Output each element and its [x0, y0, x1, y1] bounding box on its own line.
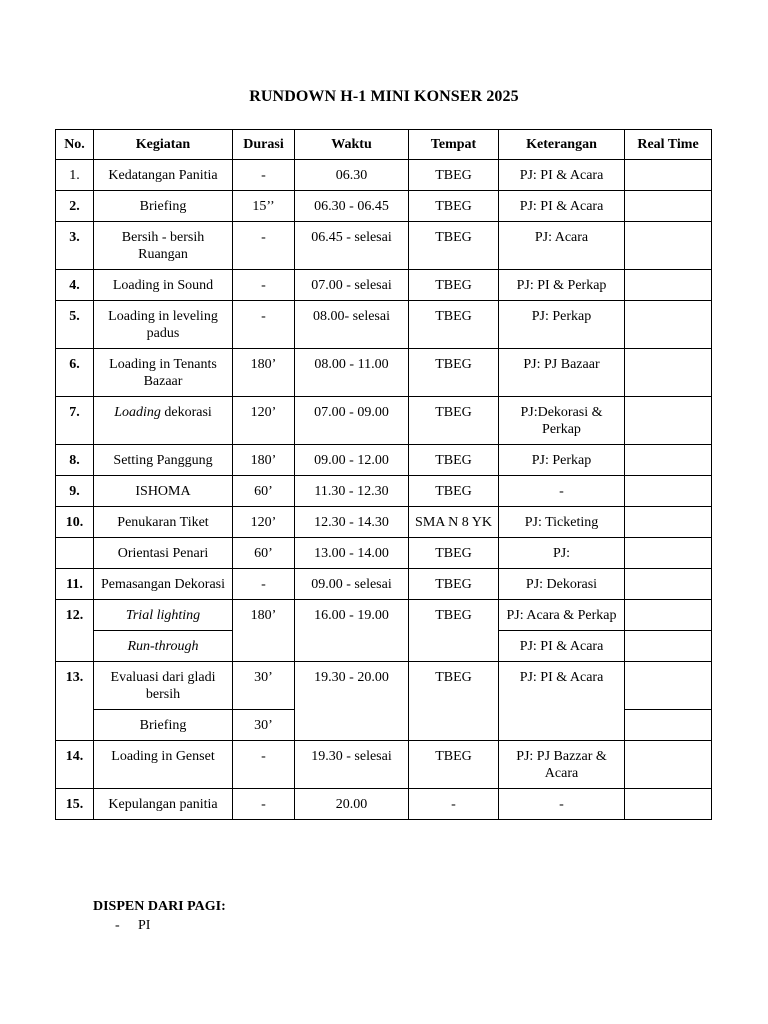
- cell-durasi: 120’: [233, 507, 295, 538]
- cell-kegiatan: Trial lighting: [94, 600, 233, 631]
- cell-keterangan: PJ: Acara & Perkap: [499, 600, 625, 631]
- cell-keterangan: PJ:Dekorasi & Perkap: [499, 397, 625, 445]
- cell-kegiatan: Bersih - bersih Ruangan: [94, 222, 233, 270]
- header-waktu: Waktu: [295, 130, 409, 160]
- cell-waktu: 06.30 - 06.45: [295, 191, 409, 222]
- cell-kegiatan: Penukaran Tiket: [94, 507, 233, 538]
- cell-no: 5.: [56, 301, 94, 349]
- cell-durasi: 60’: [233, 476, 295, 507]
- cell-kegiatan: Orientasi Penari: [94, 538, 233, 569]
- header-real-time: Real Time: [625, 130, 712, 160]
- cell-real-time[interactable]: [625, 270, 712, 301]
- cell-no: [56, 538, 94, 569]
- cell-real-time[interactable]: [625, 600, 712, 631]
- cell-no: 2.: [56, 191, 94, 222]
- cell-no: 1.: [56, 160, 94, 191]
- cell-no: 7.: [56, 397, 94, 445]
- header-tempat: Tempat: [409, 130, 499, 160]
- table-row: [56, 270, 712, 301]
- table-row: [56, 301, 712, 349]
- cell-waktu: 12.30 - 14.30: [295, 507, 409, 538]
- cell-durasi: 30’: [233, 662, 295, 710]
- table-header-row: [56, 130, 712, 160]
- cell-kegiatan: Briefing: [94, 191, 233, 222]
- cell-tempat: TBEG: [409, 538, 499, 569]
- cell-waktu: 09.00 - selesai: [295, 569, 409, 600]
- cell-tempat: TBEG: [409, 301, 499, 349]
- cell-keterangan: -: [499, 476, 625, 507]
- table-row: [56, 507, 712, 538]
- cell-no: 13.: [56, 662, 94, 741]
- kegiatan-rest-part: dekorasi: [160, 405, 212, 420]
- cell-waktu: 07.00 - selesai: [295, 270, 409, 301]
- cell-keterangan: PJ: Perkap: [499, 445, 625, 476]
- cell-tempat: TBEG: [409, 222, 499, 270]
- cell-durasi: -: [233, 741, 295, 789]
- cell-no: 15.: [56, 789, 94, 820]
- cell-tempat: TBEG: [409, 445, 499, 476]
- bullet-dash: -: [115, 918, 120, 933]
- cell-kegiatan: [94, 397, 233, 445]
- cell-kegiatan: Pemasangan Dekorasi: [94, 569, 233, 600]
- cell-durasi: 180’: [233, 349, 295, 397]
- header-keterangan: Keterangan: [499, 130, 625, 160]
- cell-keterangan: -: [499, 789, 625, 820]
- cell-kegiatan: Loading in Sound: [94, 270, 233, 301]
- cell-real-time[interactable]: [625, 301, 712, 349]
- cell-waktu: 08.00 - 11.00: [295, 349, 409, 397]
- table-row: [56, 662, 712, 710]
- cell-real-time[interactable]: [625, 507, 712, 538]
- rundown-table: [55, 129, 712, 820]
- cell-durasi: -: [233, 222, 295, 270]
- cell-waktu: 09.00 - 12.00: [295, 445, 409, 476]
- table-row: [56, 160, 712, 191]
- cell-waktu: 16.00 - 19.00: [295, 600, 409, 662]
- cell-kegiatan: ISHOMA: [94, 476, 233, 507]
- cell-real-time[interactable]: [625, 710, 712, 741]
- dispen-heading: DISPEN DARI PAGI:: [93, 899, 226, 914]
- table-row: [56, 222, 712, 270]
- cell-kegiatan: Run-through: [94, 631, 233, 662]
- header-kegiatan: Kegiatan: [94, 130, 233, 160]
- table-row: [56, 741, 712, 789]
- cell-real-time[interactable]: [625, 569, 712, 600]
- header-durasi: Durasi: [233, 130, 295, 160]
- cell-tempat: TBEG: [409, 191, 499, 222]
- cell-real-time[interactable]: [625, 160, 712, 191]
- cell-durasi: 60’: [233, 538, 295, 569]
- cell-keterangan: PJ: PI & Perkap: [499, 270, 625, 301]
- cell-keterangan: PJ: Acara: [499, 222, 625, 270]
- cell-durasi: -: [233, 301, 295, 349]
- table-row: [56, 349, 712, 397]
- cell-real-time[interactable]: [625, 222, 712, 270]
- cell-tempat: TBEG: [409, 569, 499, 600]
- cell-kegiatan: Loading in Genset: [94, 741, 233, 789]
- cell-tempat: TBEG: [409, 741, 499, 789]
- cell-keterangan: PJ: PI & Acara: [499, 191, 625, 222]
- dispen-list-item: [115, 918, 150, 934]
- cell-keterangan: PJ: PI & Acara: [499, 631, 625, 662]
- table-row: [56, 397, 712, 445]
- cell-tempat: TBEG: [409, 349, 499, 397]
- cell-real-time[interactable]: [625, 631, 712, 662]
- cell-keterangan: PJ: PI & Acara: [499, 662, 625, 741]
- cell-durasi: 120’: [233, 397, 295, 445]
- cell-durasi: 180’: [233, 445, 295, 476]
- cell-no: 12.: [56, 600, 94, 662]
- table-row: [56, 569, 712, 600]
- cell-tempat: TBEG: [409, 270, 499, 301]
- cell-tempat: -: [409, 789, 499, 820]
- cell-real-time[interactable]: [625, 191, 712, 222]
- cell-kegiatan: Kedatangan Panitia: [94, 160, 233, 191]
- cell-no: 8.: [56, 445, 94, 476]
- cell-no: 9.: [56, 476, 94, 507]
- cell-waktu: 06.45 - selesai: [295, 222, 409, 270]
- cell-kegiatan: Kepulangan panitia: [94, 789, 233, 820]
- cell-durasi: 15’’: [233, 191, 295, 222]
- cell-real-time[interactable]: [625, 538, 712, 569]
- cell-no: 14.: [56, 741, 94, 789]
- table-row: [56, 600, 712, 631]
- dispen-item-label: PI: [138, 918, 151, 933]
- cell-waktu: 06.30: [295, 160, 409, 191]
- table-row: [56, 191, 712, 222]
- page-title: RUNDOWN H-1 MINI KONSER 2025: [249, 88, 519, 105]
- cell-durasi: -: [233, 569, 295, 600]
- cell-keterangan: PJ: PJ Bazaar: [499, 349, 625, 397]
- cell-real-time[interactable]: [625, 397, 712, 445]
- cell-tempat: TBEG: [409, 662, 499, 741]
- cell-keterangan: PJ: Dekorasi: [499, 569, 625, 600]
- cell-real-time[interactable]: [625, 662, 712, 710]
- cell-no: 11.: [56, 569, 94, 600]
- cell-no: 6.: [56, 349, 94, 397]
- cell-tempat: TBEG: [409, 397, 499, 445]
- cell-durasi: 30’: [233, 710, 295, 741]
- cell-waktu: 19.30 - 20.00: [295, 662, 409, 741]
- cell-real-time[interactable]: [625, 741, 712, 789]
- table-row: [56, 538, 712, 569]
- table-row: [56, 789, 712, 820]
- cell-kegiatan: Briefing: [94, 710, 233, 741]
- cell-durasi: -: [233, 160, 295, 191]
- cell-real-time[interactable]: [625, 349, 712, 397]
- cell-kegiatan: Loading in Tenants Bazaar: [94, 349, 233, 397]
- table-row: [56, 476, 712, 507]
- cell-tempat: TBEG: [409, 476, 499, 507]
- cell-waktu: 07.00 - 09.00: [295, 397, 409, 445]
- cell-no: 3.: [56, 222, 94, 270]
- cell-kegiatan: Setting Panggung: [94, 445, 233, 476]
- cell-tempat: TBEG: [409, 160, 499, 191]
- cell-kegiatan: Loading in leveling padus: [94, 301, 233, 349]
- cell-no: 10.: [56, 507, 94, 538]
- cell-keterangan: PJ: PI & Acara: [499, 160, 625, 191]
- cell-durasi: 180’: [233, 600, 295, 662]
- kegiatan-italic-part: Loading: [114, 405, 161, 420]
- header-no: No.: [56, 130, 94, 160]
- cell-waktu: 19.30 - selesai: [295, 741, 409, 789]
- cell-keterangan: PJ:: [499, 538, 625, 569]
- cell-keterangan: PJ: Ticketing: [499, 507, 625, 538]
- cell-waktu: 11.30 - 12.30: [295, 476, 409, 507]
- cell-real-time[interactable]: [625, 445, 712, 476]
- cell-kegiatan: Evaluasi dari gladi bersih: [94, 662, 233, 710]
- cell-real-time[interactable]: [625, 789, 712, 820]
- cell-no: 4.: [56, 270, 94, 301]
- cell-waktu: 08.00- selesai: [295, 301, 409, 349]
- cell-real-time[interactable]: [625, 476, 712, 507]
- cell-waktu: 13.00 - 14.00: [295, 538, 409, 569]
- cell-tempat: TBEG: [409, 600, 499, 662]
- cell-durasi: -: [233, 789, 295, 820]
- table-row: [56, 445, 712, 476]
- cell-tempat: SMA N 8 YK: [409, 507, 499, 538]
- cell-keterangan: PJ: Perkap: [499, 301, 625, 349]
- cell-keterangan: PJ: PJ Bazzar & Acara: [499, 741, 625, 789]
- cell-waktu: 20.00: [295, 789, 409, 820]
- cell-durasi: -: [233, 270, 295, 301]
